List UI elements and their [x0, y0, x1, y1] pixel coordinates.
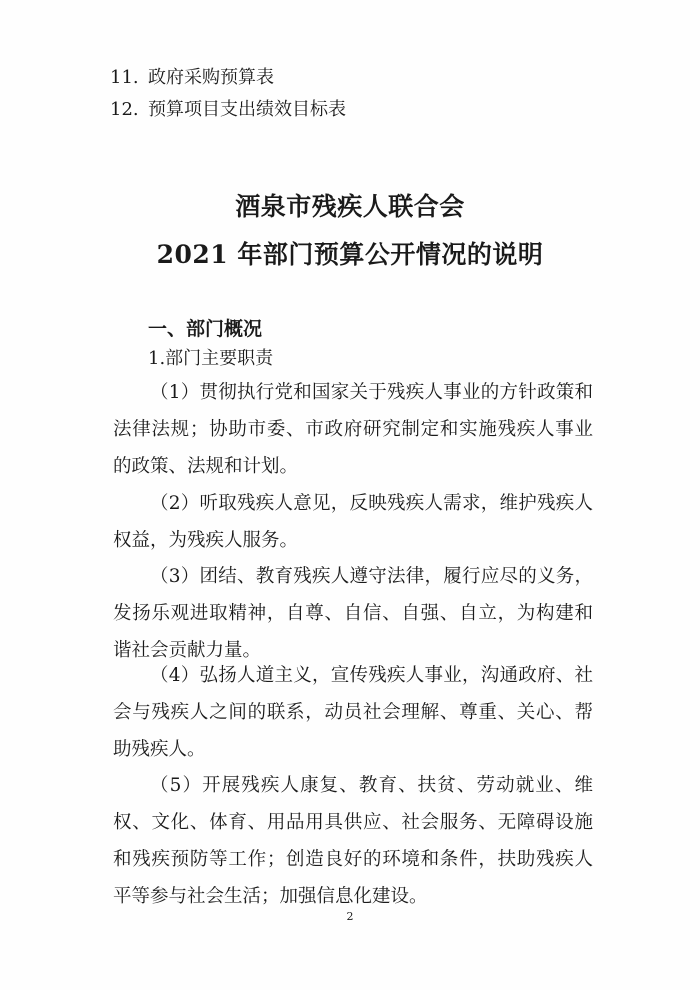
- duty-paragraph-5: （5）开展残疾人康复、教育、扶贫、劳动就业、维权、文化、体育、用品用具供应、社会服务、无障碍设施和残疾预防等工作；创造良好的环境和条件，扶助残疾人平等参与社会生活；加强信息化建设。: [113, 775, 593, 907]
- subsection-heading: 1.部门主要职责: [148, 348, 274, 369]
- toc-item: [110, 98, 346, 122]
- toc-item-number: 12.: [110, 99, 139, 120]
- page-number: 2: [346, 910, 354, 923]
- toc-item-text: 政府采购预算表: [148, 67, 274, 88]
- document-title-line2: 2021 年部门预算公开情况的说明: [156, 240, 544, 269]
- section-heading: 一、部门概况: [148, 318, 263, 340]
- duty-paragraph-3: （3）团结、教育残疾人遵守法律，履行应尽的义务，发扬乐观进取精神，自尊、自信、自强、自立，为构建和谐社会贡献力量。: [113, 566, 593, 661]
- duty-paragraph-2: （2）听取残疾人意见，反映残疾人需求，维护残疾人权益，为残疾人服务。: [113, 493, 593, 551]
- duty-paragraph-4: （4）弘扬人道主义，宣传残疾人事业，沟通政府、社会与残疾人之间的联系，动员社会理解、尊重、关心、帮助残疾人。: [113, 665, 593, 760]
- toc-item-number: 11.: [110, 67, 139, 88]
- toc-item-text: 预算项目支出绩效目标表: [148, 99, 346, 120]
- duty-paragraph-1: （1）贯彻执行党和国家关于残疾人事业的方针政策和法律法规；协助市委、市政府研究制定和实施残疾人事业的政策、法规和计划。: [113, 382, 593, 477]
- toc-item: [110, 66, 274, 90]
- document-title-line1: 酒泉市残疾人联合会: [235, 192, 465, 221]
